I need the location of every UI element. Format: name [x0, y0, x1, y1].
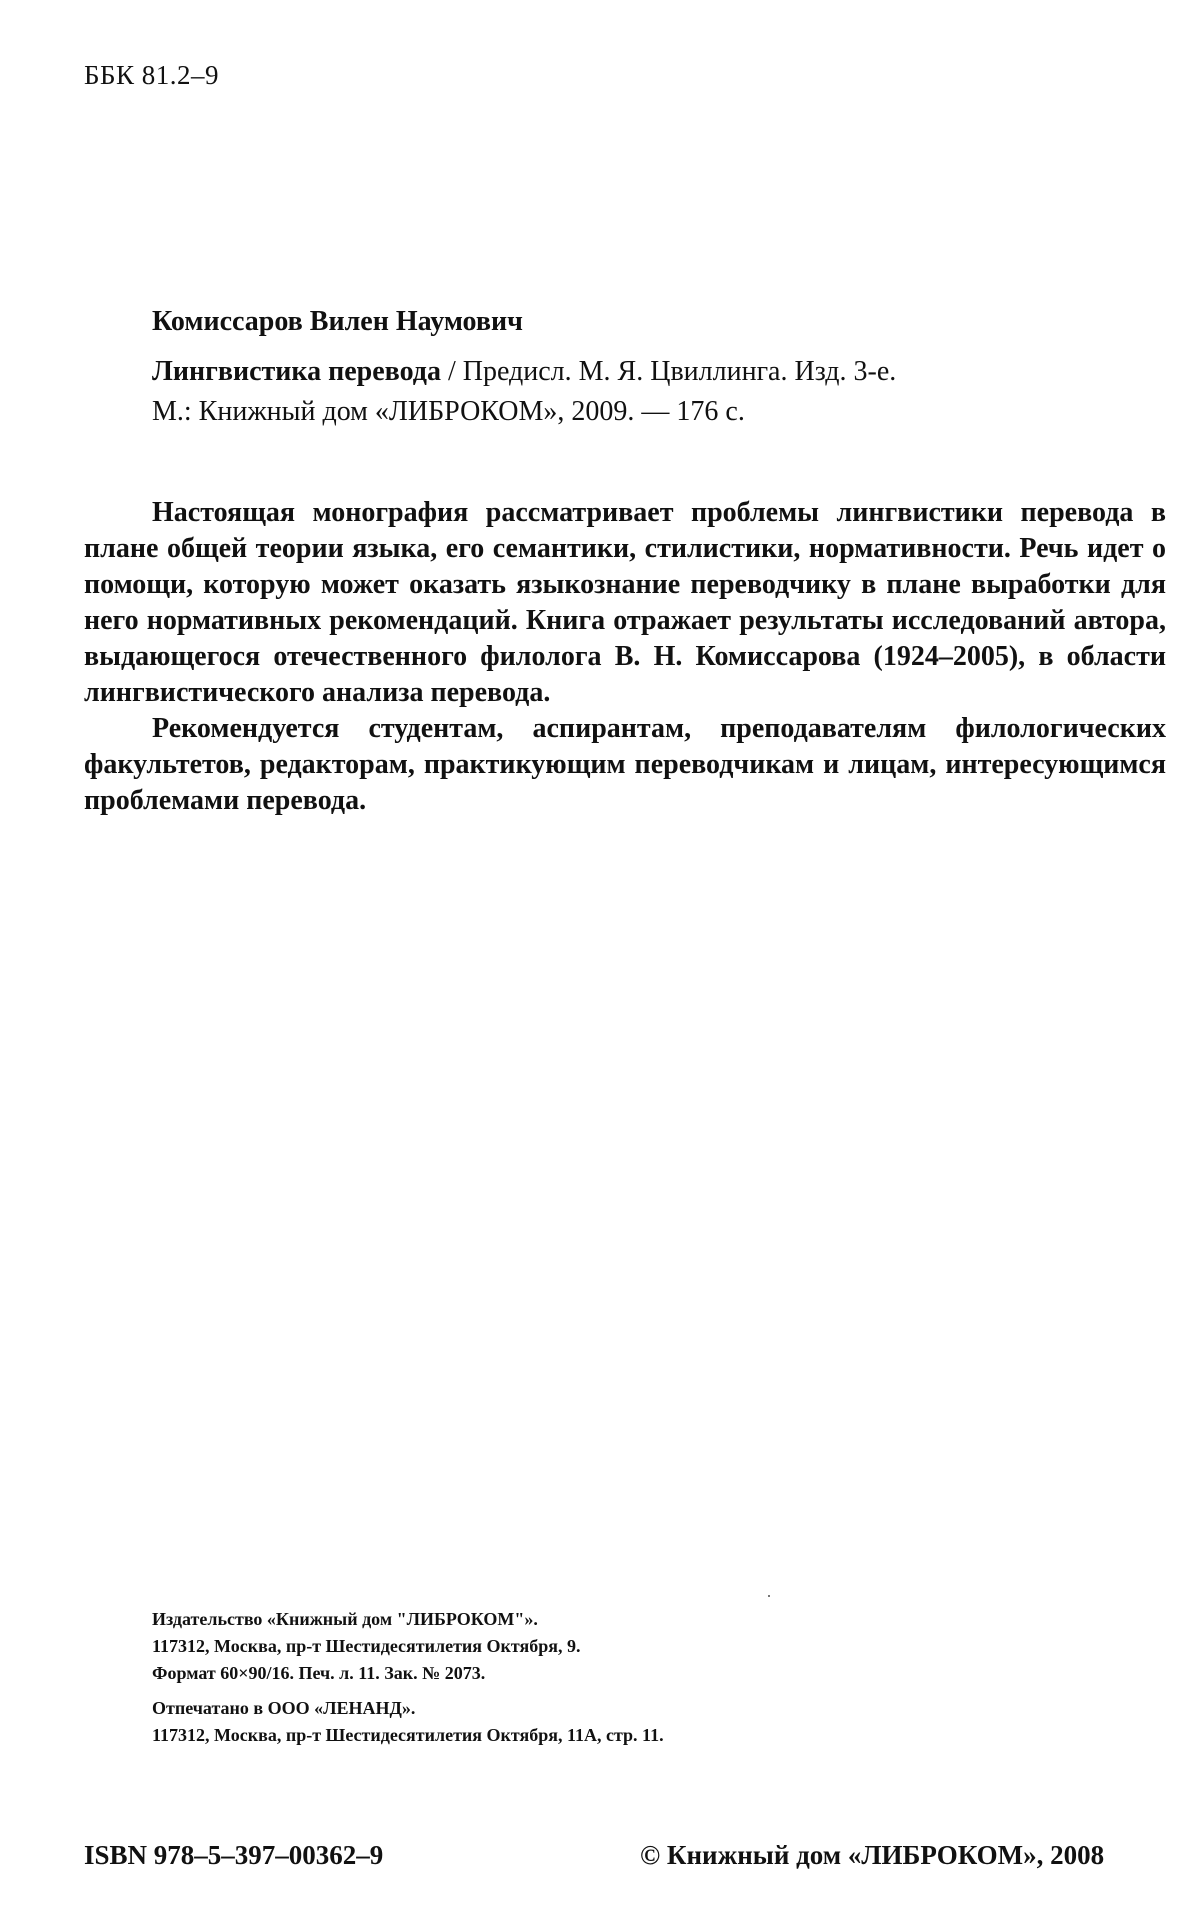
print-format: Формат 60×90/16. Печ. л. 11. Зак. № 2073. [152, 1663, 486, 1683]
responsibility-statement: / Предисл. М. Я. Цвиллинга. Изд. 3-е. [440, 356, 897, 387]
printer-block [152, 1695, 952, 1749]
printer-name: Отпечатано в ООО «ЛЕНАНД». [152, 1698, 416, 1718]
book-title: Лингвистика перевода [152, 356, 441, 387]
abstract-paragraph: Настоящая монография рассматривает проблемы лингвистики перевода в плане общей теории языка, его семантики, стилистики, нормативности. Речь идет о помощи, которую может оказать языкознание переводчику в плане выработки для него нормативных рекомендаций. Книга отражает результаты исследований автора, выдающегося отечественного филолога В. Н. Комиссарова (1924–2005), в области лингвистического анализа перевода. [84, 497, 1166, 708]
abstract-paragraph: Рекомендуется студентам, аспирантам, преподавателям филологических факультетов, редакторам, практикующим переводчикам и лицам, интересующимся проблемами перевода. [84, 713, 1166, 816]
publication-info: М.: Книжный дом «ЛИБРОКОМ», 2009. — 176 с. [152, 396, 745, 427]
printer-address: 117312, Москва, пр-т Шестидесятилетия Октября, 11А, стр. 11. [152, 1725, 664, 1745]
isbn: ISBN 978–5–397–00362–9 [84, 1840, 384, 1870]
copyright-notice: © Книжный дом «ЛИБРОКОМ», 2008 [640, 1840, 1105, 1870]
author-name: Комиссаров Вилен Наумович [152, 306, 523, 337]
imprint [152, 1606, 952, 1749]
publisher-block [152, 1606, 952, 1687]
abstract [84, 495, 1166, 819]
bbk-code: ББК 81.2–9 [84, 60, 220, 90]
publisher-address: 117312, Москва, пр-т Шестидесятилетия Октября, 9. [152, 1636, 581, 1656]
publisher-name: Издательство «Книжный дом "ЛИБРОКОМ"». [152, 1609, 538, 1629]
scan-speck [768, 1595, 770, 1597]
bibliographic-record [152, 302, 1052, 432]
title-line [152, 352, 1052, 392]
